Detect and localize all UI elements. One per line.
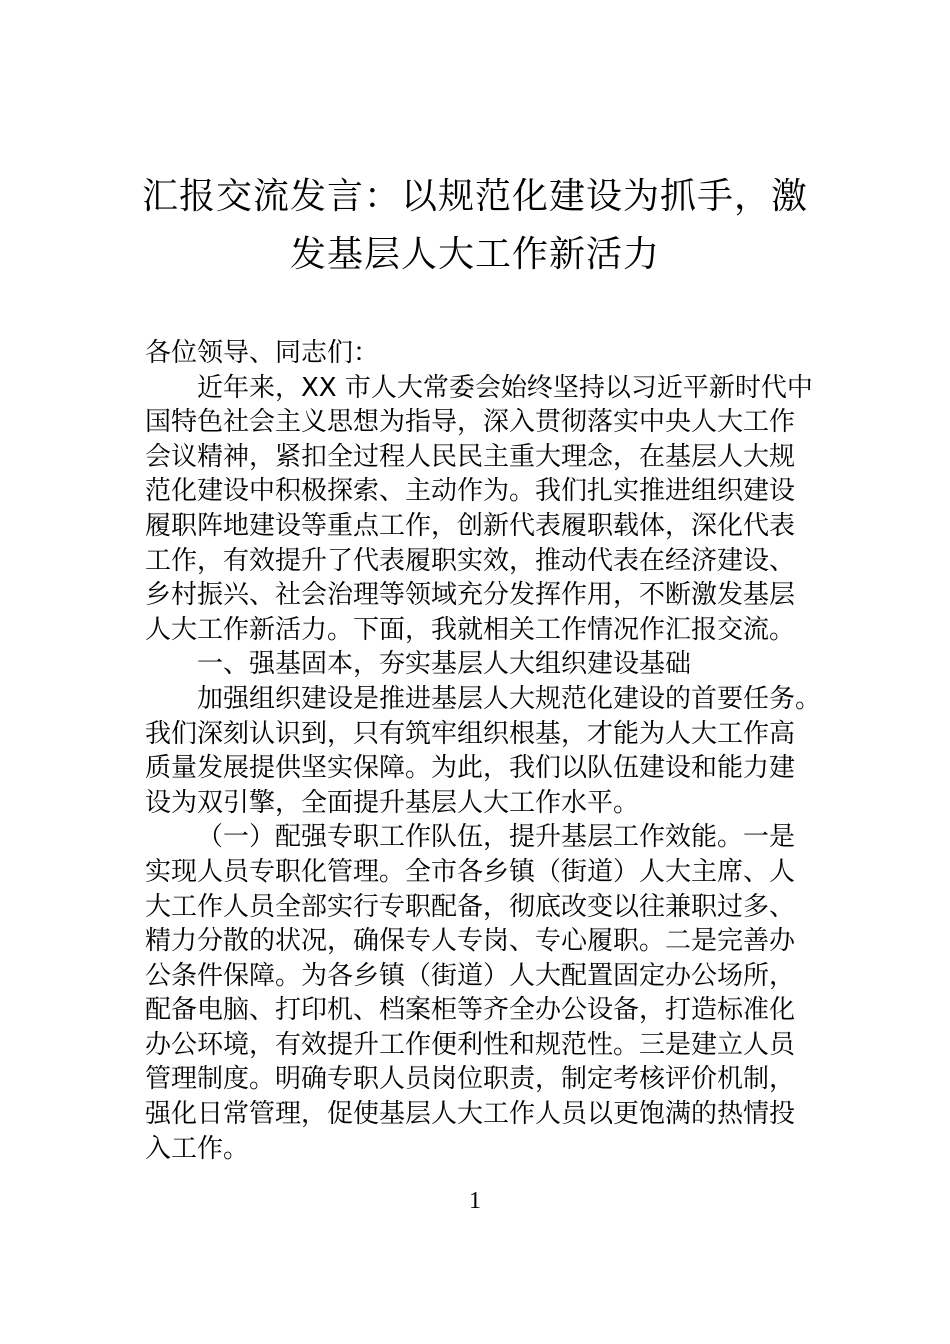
body-line: 管理制度。明确专职人员岗位职责，制定考核评价机制，	[145, 1064, 796, 1095]
title-line-2: 发基层人大工作新活力	[289, 234, 660, 275]
body-line: 强化日常管理，促使基层人大工作人员以更饱满的热情投	[145, 1099, 796, 1130]
body-line: 质量发展提供坚实保障。为此，我们以队伍建设和能力建	[145, 753, 796, 784]
document-body	[145, 336, 822, 1166]
body-line: 工作，有效提升了代表履职实效，推动代表在经济建设、	[145, 545, 796, 576]
body-line: 国特色社会主义思想为指导，深入贯彻落实中央人大工作	[145, 407, 796, 438]
title-line-1: 汇报交流发言：以规范化建设为抓手，激	[141, 176, 808, 217]
body-line: 范化建设中积极探索、主动作为。我们扎实推进组织建设	[145, 476, 796, 507]
document-title	[140, 168, 810, 284]
body-line: 人大工作新活力。下面，我就相关工作情况作汇报交流。	[145, 614, 796, 645]
body-line: 一、强基固本，夯实基层人大组织建设基础	[197, 649, 692, 680]
body-line: 设为双引擎，全面提升基层人大工作水平。	[145, 787, 640, 818]
body-line: 公条件保障。为各乡镇（街道）人大配置固定办公场所，	[145, 960, 796, 991]
body-line: （一）配强专职工作队伍，提升基层工作效能。一是	[197, 822, 796, 853]
body-line: 近年来，XX 市人大常委会始终坚持以习近平新时代中	[197, 372, 813, 403]
body-line: 实现人员专职化管理。全市各乡镇（街道）人大主席、人	[145, 856, 796, 887]
body-line: 配备电脑、打印机、档案柜等齐全办公设备，打造标准化	[145, 995, 796, 1026]
page-number: 1	[469, 1188, 481, 1214]
body-line: 履职阵地建设等重点工作，创新代表履职载体，深化代表	[145, 510, 796, 541]
body-line: 加强组织建设是推进基层人大规范化建设的首要任务。	[197, 683, 822, 714]
body-line: 乡村振兴、社会治理等领域充分发挥作用，不断激发基层	[145, 580, 796, 611]
body-line: 精力分散的状况，确保专人专岗、专心履职。二是完善办	[145, 926, 796, 957]
body-line: 我们深刻认识到，只有筑牢组织根基，才能为人大工作高	[145, 718, 796, 749]
body-line: 入工作。	[145, 1133, 250, 1164]
body-line: 会议精神，紧扣全过程人民民主重大理念，在基层人大规	[145, 441, 796, 472]
body-line: 大工作人员全部实行专职配备，彻底改变以往兼职过多、	[145, 891, 796, 922]
body-line: 各位领导、同志们：	[145, 338, 380, 368]
body-line: 办公环境，有效提升工作便利性和规范性。三是建立人员	[145, 1029, 796, 1060]
